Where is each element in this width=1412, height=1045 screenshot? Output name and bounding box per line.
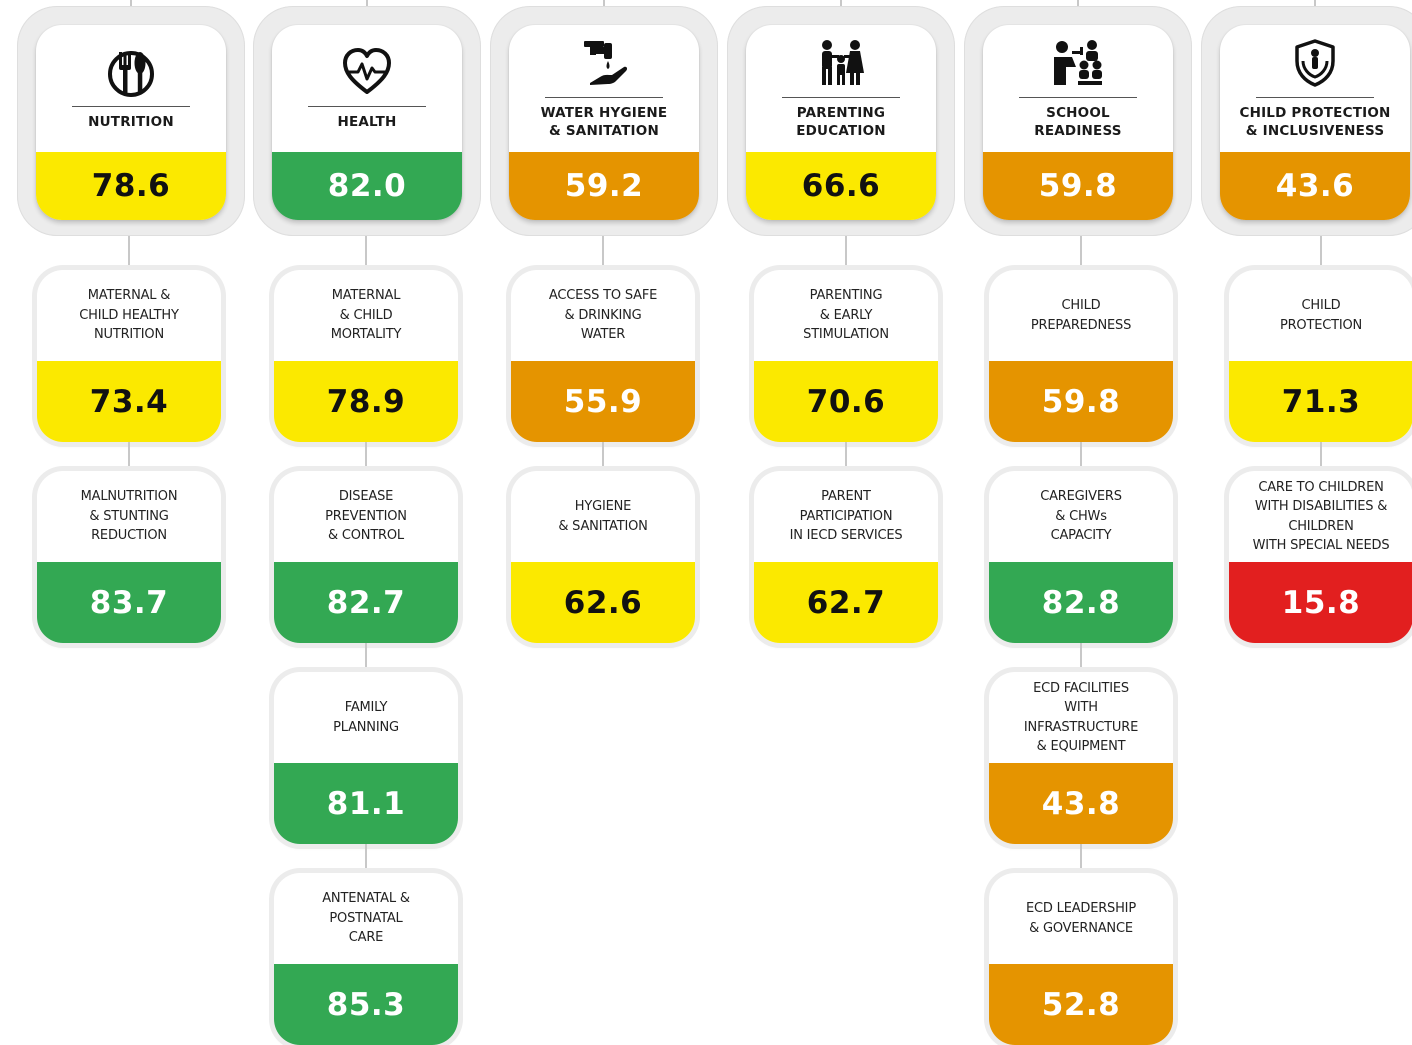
domain-title: [337, 113, 396, 131]
indicator-label-line: & CHWs: [1055, 508, 1107, 524]
indicator-label-line: NUTRITION: [94, 327, 164, 343]
indicator-label-line: ANTENATAL &: [322, 891, 410, 907]
heart-pulse-icon: [341, 46, 393, 98]
indicator-label: [274, 471, 458, 562]
indicator-card: [1229, 270, 1412, 442]
indicator-label-text: [1280, 296, 1362, 335]
indicator-score: 71.3: [1229, 361, 1412, 442]
domain-card: [746, 25, 936, 220]
indicator-card: [989, 270, 1173, 442]
domain-title: [1239, 104, 1390, 140]
indicator-label-line: ECD FACILITIES: [1033, 680, 1129, 696]
domain-title-line: & INCLUSIVENESS: [1245, 123, 1385, 140]
indicator-label-line: WITH: [1064, 700, 1098, 715]
indicator-label-line: & CONTROL: [328, 528, 404, 544]
indicator-label-line: CHILD: [1301, 298, 1341, 313]
indicator-label-line: CARE: [348, 930, 384, 946]
domain-score: 82.0: [272, 152, 462, 220]
indicator-label-line: WITH DISABILITIES &: [1254, 499, 1388, 514]
indicator-label-line: IN IECD SERVICES: [789, 528, 903, 544]
indicator-card: [274, 471, 458, 643]
domain-score: 78.6: [36, 152, 226, 220]
indicator-label-line: MATERNAL &: [87, 288, 171, 304]
connector-line: [845, 236, 847, 270]
indicator-score: 62.6: [511, 562, 695, 643]
indicator-label-line: POSTNATAL: [329, 910, 403, 926]
shield-hands-icon: [1289, 37, 1341, 89]
indicator-label-line: & DRINKING: [564, 307, 642, 323]
domain-title-line: EDUCATION: [796, 123, 886, 140]
connector-line: [845, 442, 847, 471]
header-divider: [72, 106, 190, 108]
indicator-label: [37, 270, 221, 361]
indicator-label-line: PREVENTION: [325, 508, 407, 524]
connector-line: [365, 442, 367, 471]
domain-title: [796, 104, 886, 140]
indicator-score: 83.7: [37, 562, 221, 643]
indicator-label-line: & GOVERNANCE: [1029, 920, 1133, 936]
domain-score: 66.6: [746, 152, 936, 220]
tap-hand-icon: [578, 37, 630, 89]
connector-line: [602, 442, 604, 471]
connector-line: [1320, 236, 1322, 270]
indicator-label-text: [549, 286, 657, 345]
indicator-label-line: CARE TO CHILDREN: [1258, 479, 1384, 495]
indicator-label-line: PARENTING: [809, 288, 883, 304]
indicator-card: [989, 672, 1173, 844]
indicator-label-text: [1026, 899, 1136, 938]
domain-score: 59.2: [509, 152, 699, 220]
indicator-label: [989, 672, 1173, 763]
indicator-label: [274, 270, 458, 361]
indicator-label-text: [331, 286, 402, 345]
indicator-card: [511, 270, 695, 442]
indicator-card: [989, 873, 1173, 1045]
indicator-label-line: MATERNAL: [331, 288, 401, 304]
indicator-label-line: INFRASTRUCTURE: [1023, 719, 1139, 735]
indicator-label-line: & EARLY: [819, 307, 873, 323]
header-divider: [545, 97, 663, 99]
domain-title-line: SCHOOL: [1046, 105, 1110, 122]
indicator-label: [754, 471, 938, 562]
indicator-label-text: [79, 286, 178, 345]
domain-score: 59.8: [983, 152, 1173, 220]
indicator-score: 78.9: [274, 361, 458, 442]
domain-card-header: [36, 25, 226, 152]
indicator-label-line: FAMILY: [344, 700, 388, 715]
indicator-card: [754, 270, 938, 442]
domain-card: [36, 25, 226, 220]
indicator-label: [754, 270, 938, 361]
connector-line: [1320, 442, 1322, 471]
indicator-label-text: [803, 286, 889, 345]
indicator-label-line: STIMULATION: [803, 327, 889, 343]
indicator-score: 52.8: [989, 964, 1173, 1045]
indicator-label-line: & EQUIPMENT: [1036, 739, 1126, 754]
domain-title-line: CHILD PROTECTION: [1239, 105, 1391, 122]
domain-card-header: [983, 25, 1173, 152]
indicator-label-line: CAREGIVERS: [1040, 489, 1122, 505]
indicator-label-line: CHILDREN: [1288, 518, 1354, 534]
domain-title-line: WATER HYGIENE: [540, 105, 668, 122]
indicator-score: 81.1: [274, 763, 458, 844]
indicator-card: [37, 270, 221, 442]
indicator-score: 15.8: [1229, 562, 1412, 643]
domain-title: [1034, 104, 1121, 140]
connector-line: [1080, 643, 1082, 672]
connector-line: [128, 236, 130, 270]
indicator-label-text: [558, 497, 647, 536]
indicator-card: [274, 672, 458, 844]
indicator-label-text: [1024, 679, 1138, 757]
indicator-label-line: REDUCTION: [91, 528, 167, 544]
domain-title: [541, 104, 668, 140]
header-divider: [1256, 97, 1374, 99]
domain-title-line: NUTRITION: [88, 114, 174, 131]
indicator-label-text: [81, 487, 178, 546]
indicator-label-line: CHILD: [1061, 298, 1101, 313]
domain-card: [983, 25, 1173, 220]
domain-title: [88, 113, 174, 131]
domain-title-line: PARENTING: [796, 105, 886, 122]
indicator-label: [511, 270, 695, 361]
indicator-label-text: [1031, 296, 1131, 335]
domain-card-header: [509, 25, 699, 152]
family-icon: [815, 37, 867, 89]
connector-line: [602, 236, 604, 270]
indicator-label: [989, 873, 1173, 964]
connector-line: [128, 442, 130, 471]
indicator-score: 43.8: [989, 763, 1173, 844]
domain-title-line: HEALTH: [337, 114, 397, 131]
indicator-label-line: PROTECTION: [1279, 317, 1363, 333]
domain-title-line: & SANITATION: [549, 123, 659, 140]
indicator-label-line: PREPAREDNESS: [1030, 317, 1132, 333]
indicator-score: 73.4: [37, 361, 221, 442]
indicator-card: [37, 471, 221, 643]
indicator-label: [989, 270, 1173, 361]
connector-line: [365, 844, 367, 873]
indicator-label-text: [1253, 478, 1390, 556]
indicator-label: [274, 873, 458, 964]
indicator-score: 82.7: [274, 562, 458, 643]
indicator-label-text: [333, 698, 399, 737]
domain-card-header: [272, 25, 462, 152]
connector-line: [1080, 236, 1082, 270]
indicator-label-text: [325, 487, 407, 546]
indicator-card: [989, 471, 1173, 643]
domain-card: [1220, 25, 1410, 220]
indicator-score: 62.7: [754, 562, 938, 643]
indicator-label-text: [322, 889, 410, 948]
domain-card: [509, 25, 699, 220]
indicator-label-line: WATER: [580, 327, 626, 343]
indicator-label-line: PLANNING: [333, 719, 399, 735]
indicator-label: [1229, 270, 1412, 361]
teacher-children-icon: [1052, 37, 1104, 89]
indicator-label-line: HYGIENE: [574, 499, 632, 514]
indicator-card: [274, 270, 458, 442]
indicator-label: [511, 471, 695, 562]
indicator-label-text: [1040, 487, 1122, 546]
indicator-label: [274, 672, 458, 763]
header-divider: [1019, 97, 1137, 99]
indicator-score: 85.3: [274, 964, 458, 1045]
indicator-label-text: [790, 487, 903, 546]
indicator-label-line: & STUNTING: [89, 508, 169, 524]
indicator-label-line: DISEASE: [338, 489, 394, 505]
indicator-label-line: ACCESS TO SAFE: [548, 288, 658, 304]
indicator-score: 82.8: [989, 562, 1173, 643]
indicator-card: [754, 471, 938, 643]
indicator-label: [37, 471, 221, 562]
connector-line: [365, 236, 367, 270]
connector-line: [365, 643, 367, 672]
indicator-label: [1229, 471, 1412, 562]
indicator-card: [511, 471, 695, 643]
indicator-label-line: PARENT: [821, 489, 871, 505]
domain-card-header: [746, 25, 936, 152]
indicator-card: [274, 873, 458, 1045]
indicator-label-line: WITH SPECIAL NEEDS: [1252, 538, 1390, 553]
indicator-label-line: PARTICIPATION: [799, 508, 893, 524]
indicator-score: 59.8: [989, 361, 1173, 442]
indicator-label-line: CAPACITY: [1050, 528, 1112, 544]
header-divider: [782, 97, 900, 99]
domain-title-line: READINESS: [1034, 123, 1122, 140]
indicator-label: [989, 471, 1173, 562]
indicator-label-line: MALNUTRITION: [80, 489, 178, 505]
fork-knife-plate-icon: [105, 46, 157, 98]
indicator-card: [1229, 471, 1412, 643]
header-divider: [308, 106, 426, 108]
indicator-score: 70.6: [754, 361, 938, 442]
indicator-label-line: & SANITATION: [558, 518, 648, 534]
indicator-label-line: CHILD HEALTHY: [79, 307, 179, 323]
indicator-label-line: & CHILD: [339, 307, 393, 323]
connector-line: [1080, 844, 1082, 873]
indicator-label-line: ECD LEADERSHIP: [1026, 901, 1136, 916]
indicator-label-line: MORTALITY: [330, 327, 402, 343]
domain-score: 43.6: [1220, 152, 1410, 220]
domain-card: [272, 25, 462, 220]
domain-card-header: [1220, 25, 1410, 152]
connector-line: [1080, 442, 1082, 471]
indicator-score: 55.9: [511, 361, 695, 442]
